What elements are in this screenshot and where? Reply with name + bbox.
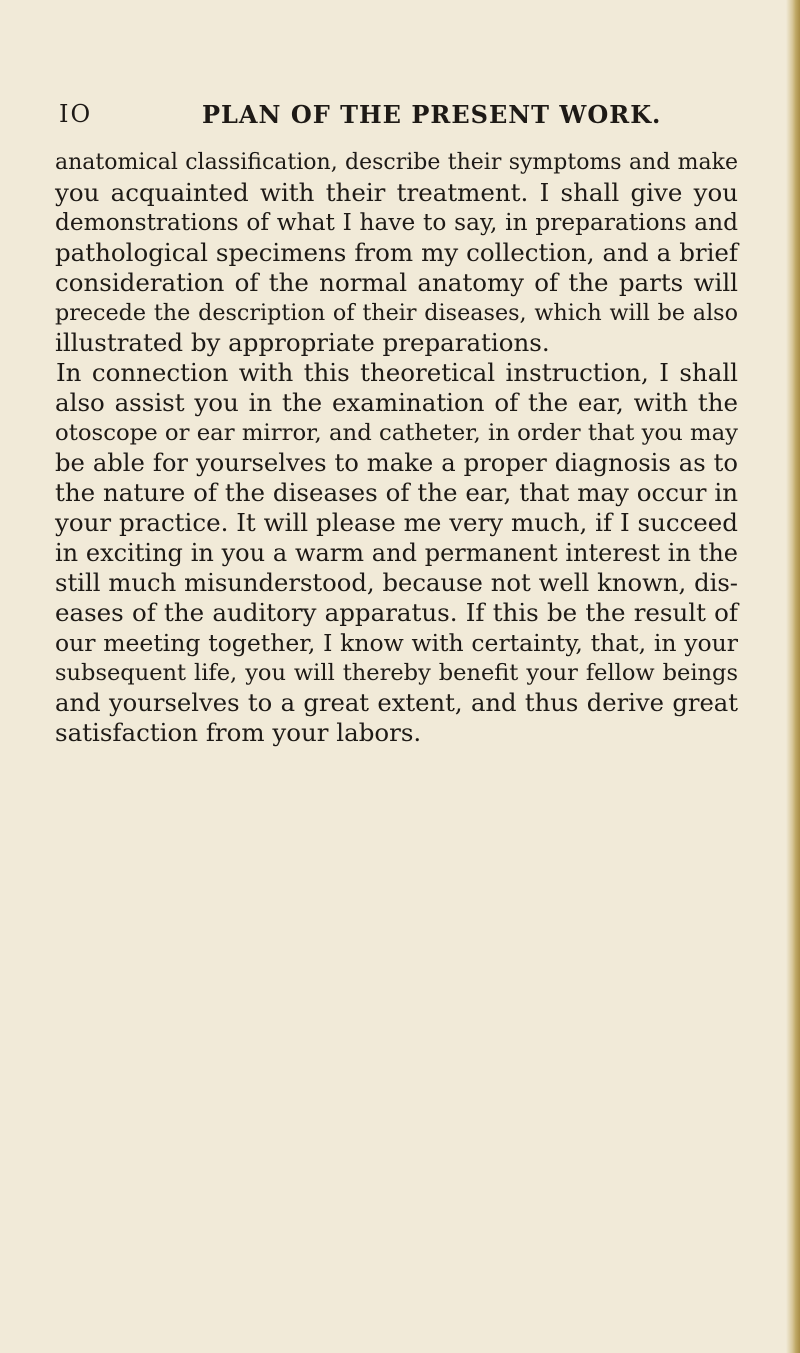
text-line: otoscope or ear mirror, and catheter, in order that you may [55,420,739,446]
text-line: consideration of the normal anatomy of the parts will [55,268,738,297]
text-line: anatomical classification, describe their symptoms and make [55,150,738,175]
text-line: satisfaction from your labors. [55,718,422,747]
text-line: precede the description of their diseases, which will be also [55,300,738,326]
text-line: and yourselves to a great extent, and thus derive great [55,688,738,717]
page-number: IO [59,100,93,128]
page-edge [786,0,800,1353]
text-line: in exciting in you a warm and permanent interest in the [55,539,738,567]
text-line: still much misunderstood, because not well known, dis- [55,568,738,597]
text-line: illustrated by appropriate preparations. [55,328,550,357]
text-line: subsequent life, you will thereby benefit your fellow beings [55,660,738,686]
text-line: you acquainted with their treatment. I shall give you [55,178,738,207]
text-line: your practice. It will please me very much, if I succeed [55,508,738,537]
page-header [0,100,800,140]
text-line: In connection with this theoretical instruction, I shall [56,358,738,387]
text-line: eases of the auditory apparatus. If this be the result of [55,598,738,627]
body-text [55,148,738,748]
text-line: be able for yourselves to make a proper diagnosis as to [55,448,738,477]
running-head: PLAN OF THE PRESENT WORK. [202,100,662,129]
text-line: also assist you in the examination of the ear, with the [55,388,738,417]
text-line: our meeting together, I know with certainty, that, in your [55,629,738,657]
text-line: demonstrations of what I have to say, in preparations and [55,209,738,236]
text-line: the nature of the diseases of the ear, that may occur in [55,478,738,507]
text-line: pathological specimens from my collection, and a brief [55,238,738,267]
